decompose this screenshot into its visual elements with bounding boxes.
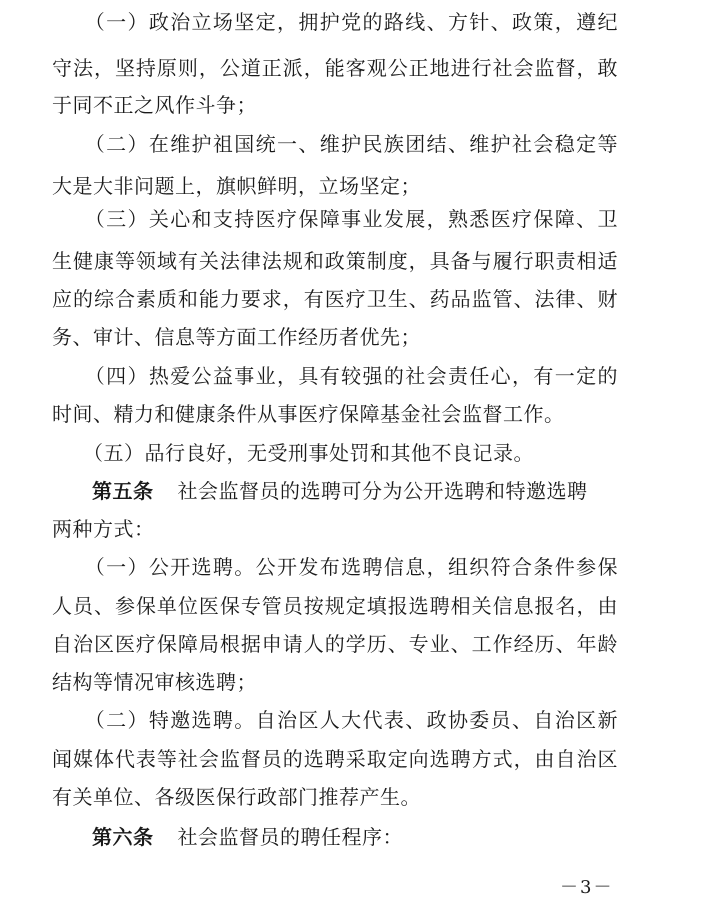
text-line: 于同不正之风作斗争； [52,93,257,117]
text-line: （一）公开选聘。公开发布选聘信息，组织符合条件参保 [52,555,618,579]
text-line: （三）关心和支持医疗保障事业发展，熟悉医疗保障、卫 [52,207,618,231]
text-line: （五）品行良好，无受刑事处罚和其他不良记录。 [52,441,534,465]
text-line: 两种方式： [52,517,155,541]
article-line [52,823,618,851]
text-line: 应的综合素质和能力要求，有医疗卫生、药品监管、法律、财 [52,287,618,311]
text-line: （二）特邀选聘。自治区人大代表、政协委员、自治区新 [52,708,618,732]
text-line: 生健康等领域有关法律法规和政策制度，具备与履行职责相适 [52,249,618,273]
text-line: 社会监督员的选聘可分为公开选聘和特邀选聘 [177,479,588,503]
text-line: 有关单位、各级医保行政部门推荐产生。 [52,785,421,809]
text-line: （二）在维护祖国统一、维护民族团结、维护社会稳定等 [52,132,618,156]
text-line: 务、审计、信息等方面工作经历者优先； [52,325,421,349]
article-heading: 第五条 [92,479,154,503]
text-line: 闻媒体代表等社会监督员的选聘采取定向选聘方式，由自治区 [52,747,618,771]
page-number: －3－ [560,877,614,898]
text-line: 社会监督员的聘任程序： [177,825,403,849]
text-line: （四）热爱公益事业，具有较强的社会责任心，有一定的 [52,364,618,388]
text-line: 自治区医疗保障局根据申请人的学历、专业、工作经历、年龄 [52,632,618,656]
text-line: （一）政治立场坚定，拥护党的路线、方针、政策，遵纪 [52,10,618,34]
text-line: 结构等情况审核选聘； [52,670,257,694]
text-line: 时间、精力和健康条件从事医疗保障基金社会监督工作。 [52,402,565,426]
text-line: 大是大非问题上，旗帜鲜明，立场坚定； [52,174,421,198]
article-heading: 第六条 [92,825,154,849]
text-line: 守法，坚持原则，公道正派，能客观公正地进行社会监督，敢 [52,56,618,80]
text-line: 人员、参保单位医保专管员按规定填报选聘相关信息报名，由 [52,594,618,618]
article-line [52,477,618,505]
